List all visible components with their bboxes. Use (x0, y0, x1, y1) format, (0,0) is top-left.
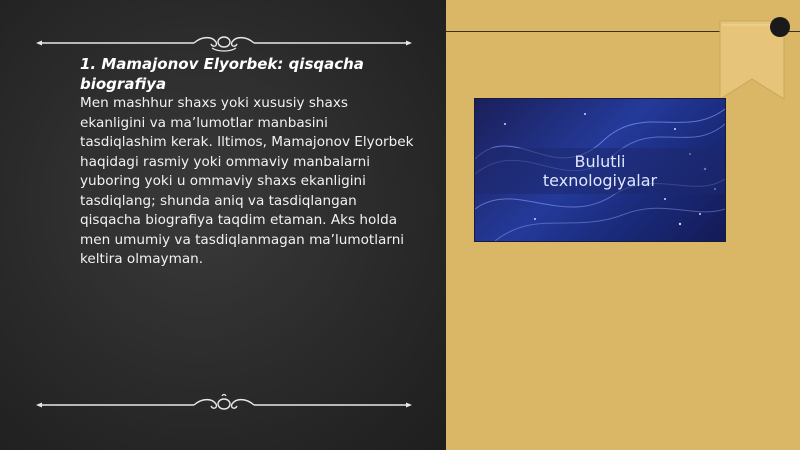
pin-dot-icon (770, 17, 790, 37)
image-caption: Bulutli texnologiyalar (542, 152, 658, 190)
cloud-technology-image (474, 98, 726, 242)
slide-title: 1. Mamajonov Elyorbek: qisqacha biografiya (80, 55, 364, 93)
bookmark-ribbon-icon (718, 17, 800, 103)
slide-body-text: Men mashhur shaxs yoki xususiy shaxs ekanligini va ma’lumotlar manbasini tasdiqlashim kerak. Iltimos, Mamajonov Elyorbek haqidagi rasmiy yoki ommaviy manbalarni yuboring yoki u ommaviy shaxs ekanligini tasdiqlang; shunda aniq va tasdiqlangan qisqacha biografiya taqdim etaman. Aks holda men umumiy va tasdiqlanmagan ma’lumotlarni keltira olmayman. (80, 95, 414, 267)
ornamental-divider-icon (36, 33, 412, 53)
ornamental-divider-icon (36, 393, 412, 413)
